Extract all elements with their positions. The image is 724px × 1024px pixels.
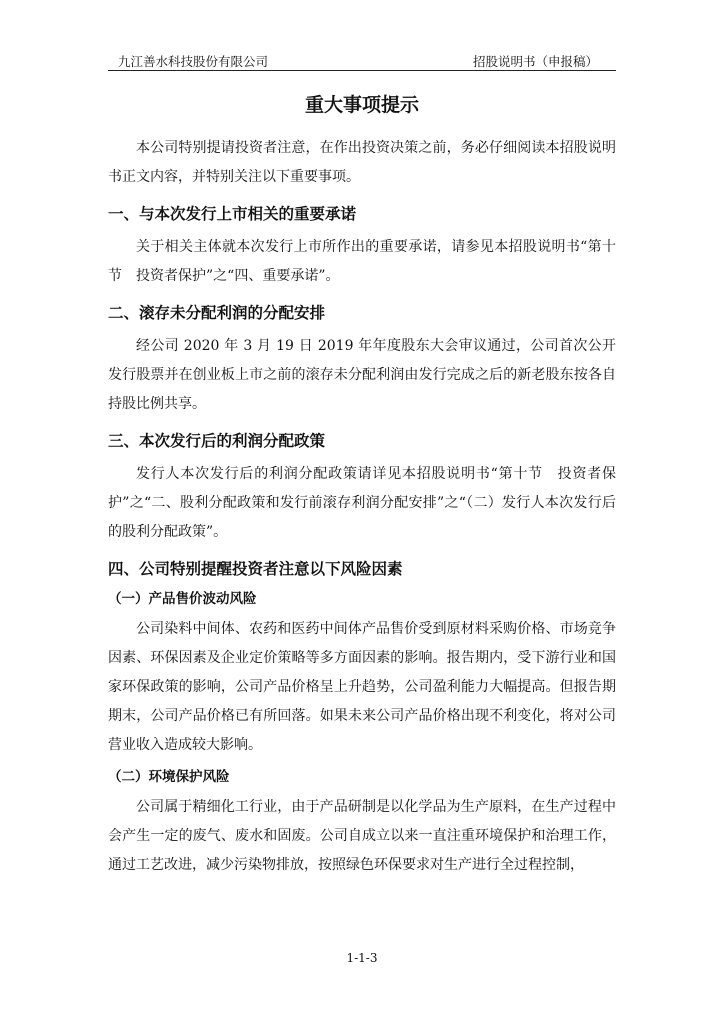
page-number: 1-1-3 [346,951,378,965]
intro-paragraph: 本公司特别提请投资者注意，在作出投资决策之前，务必仔细阅读本招股说明书正文内容，并特别关注以下重要事项。 [108,140,616,185]
section-2-heading: 二、滚存未分配利润的分配安排 [108,304,326,322]
subsection-4-1-text: 公司染料中间体、农药和医药中间体产品售价受到原材料采购价格、市场竞争因素、环保因素及企业定价策略等多方面因素的影响。报告期内，受下游行业和国家环保政策的影响，公司产品价格呈上升趋势，公司盈利能力大幅提高。但报告期期末，公司产品价格已有所回落。如果未来公司产品价格出现不利变化，将对公司营业收入造成较大影响。 [108,621,616,753]
section-2-text: 经公司 2020 年 3 月 19 日 2019 年年度股东大会审议通过，公司首次公开发行股票并在创业板上市之前的滚存未分配利润由发行完成之后的新老股东按各自持股比例共享。 [108,338,616,412]
section-3-heading: 三、本次发行后的利润分配政策 [108,432,326,450]
subsection-4-2-heading: （二）环境保护风险 [108,769,230,785]
section-1-heading: 一、与本次发行上市相关的重要承诺 [108,205,357,223]
section-3-text: 发行人本次发行后的利润分配政策请详见本招股说明书“第十节 投资者保护”之“二、股利分配政策和发行前滚存利润分配安排”之“（二）发行人本次发行后的股利分配政策”。 [108,466,616,540]
section-1-text: 关于相关主体就本次发行上市所作出的重要承诺，请参见本招股说明书“第十节 投资者保护”之“四、重要承诺”。 [108,239,616,284]
page-header [108,50,616,71]
subsection-4-2-text: 公司属于精细化工行业，由于产品研制是以化学品为生产原料，在生产过程中会产生一定的废气、废水和固废。公司自成立以来一直注重环境保护和治理工作，通过工艺改进，减少污染物排放，按照绿色环保要求对生产进行全过程控制， [108,799,616,873]
page-content [108,92,616,880]
page-title: 重大事项提示 [304,94,419,116]
header-document-title: 招股说明书（申报稿） [472,54,598,69]
header-company: 九江善水科技股份有限公司 [118,54,269,69]
subsection-4-1-heading: （一）产品售价波动风险 [108,591,257,607]
section-4-heading: 四、公司特别提醒投资者注意以下风险因素 [108,560,403,578]
